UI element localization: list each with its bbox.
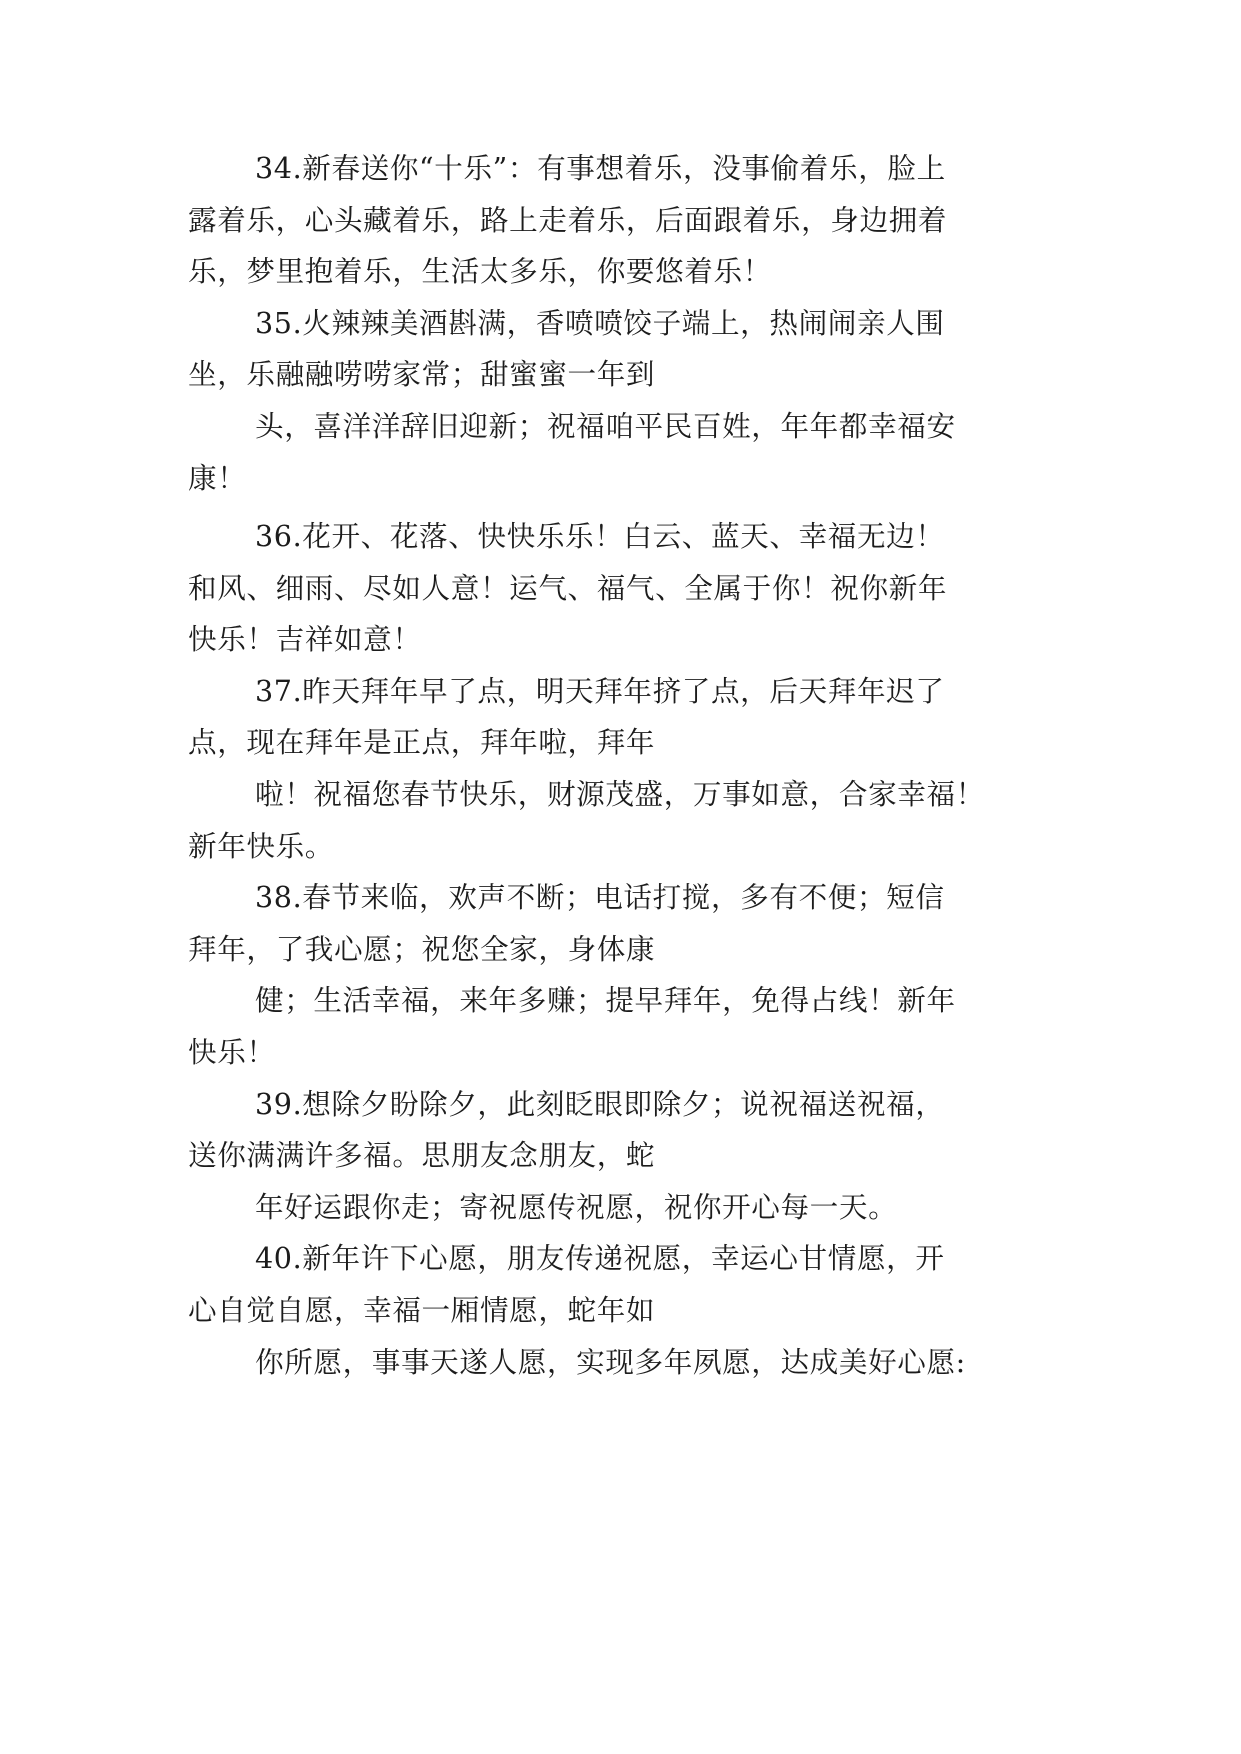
text-line: 头，喜洋洋辞旧迎新；祝福咱平民百姓，年年都幸福安 [255,409,956,443]
text-line: 35.火辣辣美酒斟满，香喷喷饺子端上，热闹闹亲人围 [255,306,945,340]
text-line: 和风、细雨、尽如人意！运气、福气、全属于你！祝你新年 [188,571,948,605]
text-line: 快乐！ [188,1035,276,1069]
text-line: 40.新年许下心愿，朋友传递祝愿，幸运心甘情愿，开 [255,1241,945,1275]
text-line: 拜年，了我心愿；祝您全家，身体康 [188,932,656,966]
text-line: 新年快乐。 [188,829,334,863]
text-line: 快乐！吉祥如意！ [188,622,422,656]
text-line: 送你满满许多福。思朋友念朋友，蛇 [188,1138,656,1172]
text-line: 38.春节来临，欢声不断；电话打搅，多有不便；短信 [255,880,945,914]
text-line: 36.花开、花落、快快乐乐！白云、蓝天、幸福无边！ [255,519,945,553]
text-line: 露着乐，心头藏着乐，路上走着乐，后面跟着乐，身边拥着 [188,203,948,237]
text-line: 坐，乐融融唠唠家常；甜蜜蜜一年到 [188,357,656,391]
text-line: 健；生活幸福，来年多赚；提早拜年，免得占线！新年 [255,983,956,1017]
text-line: 你所愿，事事天遂人愿，实现多年夙愿，达成美好心愿: [255,1345,966,1379]
text-line: 心自觉自愿，幸福一厢情愿，蛇年如 [188,1293,656,1327]
text-line: 乐，梦里抱着乐，生活太多乐，你要悠着乐！ [188,254,772,288]
text-line: 点，现在拜年是正点，拜年啦，拜年 [188,725,656,759]
text-line: 34.新春送你“十乐”：有事想着乐，没事偷着乐，脸上 [255,151,946,185]
text-line: 啦！祝福您春节快乐，财源茂盛，万事如意，合家幸福！ [255,777,985,811]
text-line: 37.昨天拜年早了点，明天拜年挤了点，后天拜年迟了 [255,674,945,708]
text-line: 康！ [188,461,247,495]
text-line: 年好运跟你走；寄祝愿传祝愿，祝你开心每一天。 [255,1190,898,1224]
text-line: 39.想除夕盼除夕，此刻眨眼即除夕；说祝福送祝福， [255,1087,945,1121]
